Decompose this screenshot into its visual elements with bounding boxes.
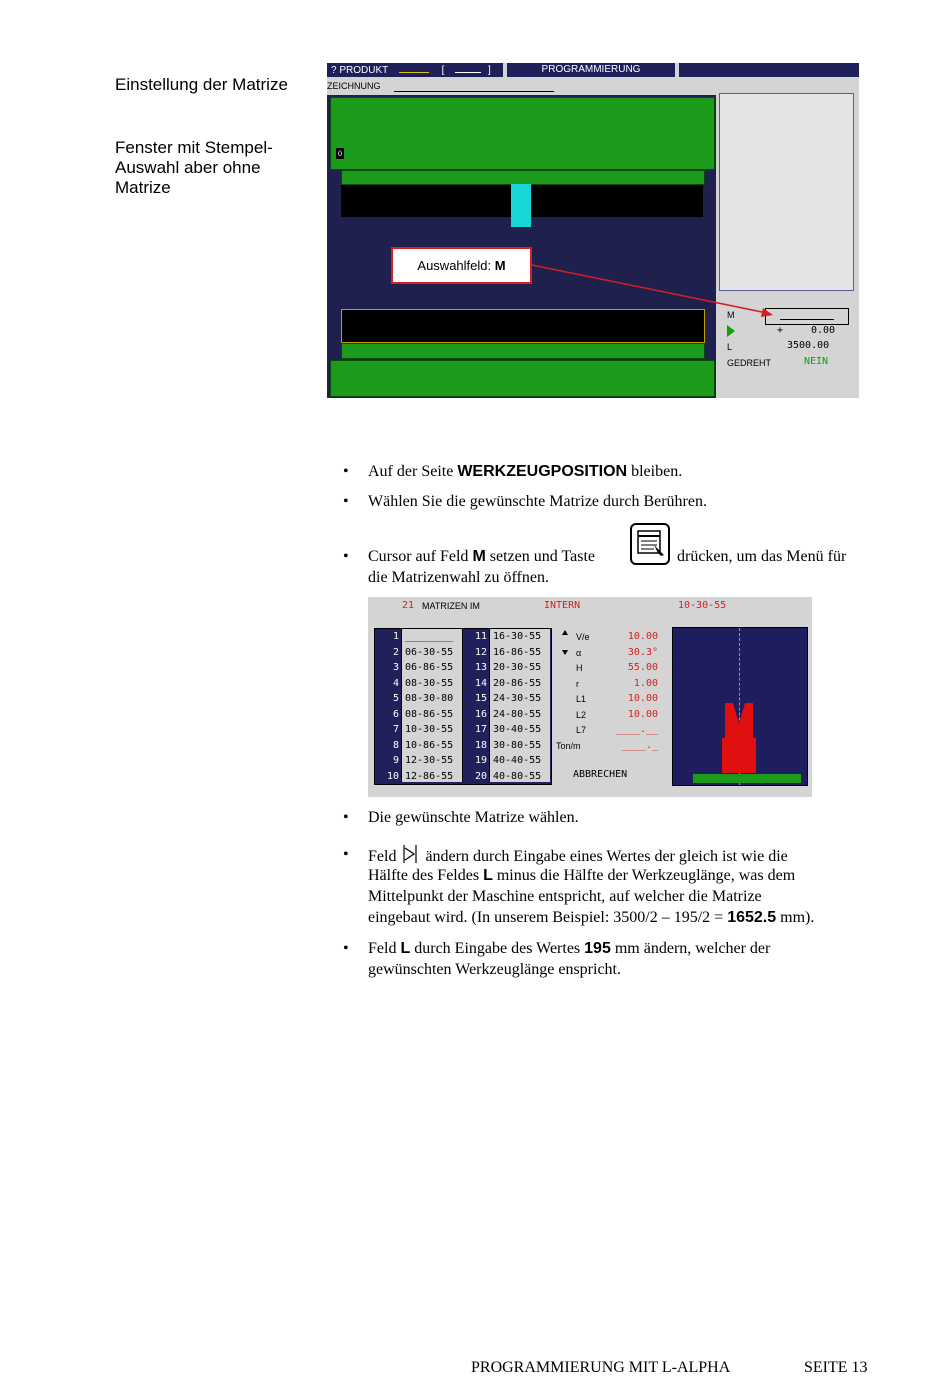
die-index: 12 (474, 646, 487, 658)
die-preview (672, 627, 808, 786)
bullet-select-die: Wählen Sie die gewünschte Matrize durch Berühren. (368, 493, 707, 510)
param-label: r (576, 678, 579, 689)
die-code-item[interactable]: ________ (405, 631, 454, 642)
die-code-item[interactable]: 06-30-55 (405, 646, 454, 658)
field-l-label: L (727, 342, 733, 352)
b1-post: bleiben. (627, 463, 683, 480)
b6-pre: Feld (368, 940, 401, 957)
die-index: 1 (392, 631, 399, 642)
die-index: 20 (474, 770, 487, 782)
die-index: 18 (474, 739, 487, 751)
die-code-item[interactable]: 16-30-55 (493, 631, 542, 642)
callout-arrow (327, 63, 859, 398)
die-index: 2 (392, 646, 399, 658)
die-code-item[interactable]: 16-86-55 (493, 646, 542, 658)
param-value[interactable]: 1.00 (633, 677, 658, 689)
die-code-item[interactable]: 10-30-55 (405, 724, 454, 735)
die-code-item[interactable]: 20-86-55 (493, 677, 542, 689)
bullet-dot: • (343, 809, 349, 826)
param-value[interactable]: ____._ (621, 739, 658, 751)
b1-bold: WERKZEUGPOSITION (457, 463, 628, 480)
die-code-item[interactable]: 10-86-55 (405, 739, 454, 751)
die-code-item[interactable]: 20-30-55 (493, 662, 542, 673)
b5-line3: Mittelpunkt der Maschine entspricht, auf welcher die Matrize (368, 888, 762, 905)
b5-l2-post: minus die Hälfte der Werkzeuglänge, was dem (492, 867, 796, 884)
b5-pre: Feld (368, 848, 397, 865)
field-plus-sign: + (777, 325, 784, 336)
param-label: L7 (576, 725, 587, 735)
die-index: 3 (392, 662, 399, 673)
param-value[interactable]: 10.00 (627, 631, 658, 642)
cancel-button[interactable]: ABBRECHEN (573, 769, 628, 780)
die-count: 21 (402, 600, 415, 611)
b5-l2-pre: Hälfte des Feldes (368, 867, 484, 884)
tool-position-screen (327, 63, 859, 398)
callout-text: Auswahlfeld: (417, 258, 495, 273)
b3-bold: M (472, 548, 486, 565)
die-code-item[interactable]: 40-40-55 (493, 755, 542, 766)
die-code-item[interactable]: 08-30-55 (405, 677, 454, 689)
b3-line2: die Matrizenwahl zu öffnen. (368, 569, 549, 586)
footer-title: PROGRAMMIERUNG MIT L-ALPHA (471, 1359, 731, 1376)
field-l-value[interactable]: 3500.00 (787, 340, 830, 351)
die-code-item[interactable]: 30-80-55 (493, 739, 542, 751)
die-index: 13 (474, 662, 487, 673)
section-description: Fenster mit Stempel-Auswahl aber ohne Matrize (115, 138, 273, 197)
bullet-change-length (368, 938, 878, 959)
bullet-dot: • (343, 463, 349, 480)
scroll-down-icon[interactable] (562, 650, 568, 655)
b6-bold2: 195 (584, 940, 611, 957)
section-title: Einstellung der Matrize (115, 75, 288, 94)
die-code-item[interactable]: 08-30-80 (405, 693, 454, 704)
b5-l4-post: mm). (776, 909, 815, 926)
die-code-item[interactable]: 12-86-55 (405, 770, 454, 782)
b5-l4-bold: 1652.5 (727, 909, 777, 926)
b6-bold: L (400, 940, 411, 957)
bullet-choose-die: Die gewünschte Matrize wählen. (368, 809, 579, 826)
bullet-dot: • (343, 846, 349, 863)
die-index: 14 (474, 677, 487, 689)
b3-pre: Cursor auf Feld (368, 548, 473, 565)
die-index: 5 (392, 693, 399, 704)
param-label: V/e (576, 632, 590, 642)
param-value[interactable]: 55.00 (627, 662, 658, 673)
bullet-dot: • (343, 940, 349, 957)
param-value[interactable]: 10.00 (627, 708, 658, 720)
die-code-item[interactable]: 40-80-55 (493, 770, 542, 782)
header-product-label: ? PRODUKT (331, 65, 389, 76)
die-index: 16 (474, 708, 487, 720)
die-index: 17 (474, 724, 487, 735)
die-code-item[interactable]: 30-40-55 (493, 724, 542, 735)
die-selection-menu (368, 597, 812, 797)
callout-field: M (494, 258, 506, 273)
header-bracket-open: [ (441, 65, 445, 76)
param-label: L1 (576, 694, 587, 704)
b6-mid: durch Eingabe des Wertes (410, 940, 585, 957)
bullet-dot: • (343, 548, 349, 565)
b1-pre: Auf der Seite (368, 463, 458, 480)
b6-line2: gewünschten Werkzeuglänge enspricht. (368, 961, 621, 978)
die-index: 19 (474, 755, 487, 766)
zero-marker: 0 (338, 149, 342, 158)
die-index: 9 (392, 755, 399, 766)
die-index: 10 (386, 770, 399, 782)
param-label: α (576, 647, 582, 658)
field-plus-value[interactable]: 0.00 (811, 325, 836, 336)
param-value[interactable]: ____.__ (615, 724, 658, 735)
die-code-item[interactable]: 08-86-55 (405, 708, 454, 720)
b5-line2 (368, 865, 878, 886)
die-code-item[interactable]: 06-86-55 (405, 662, 454, 673)
header-programming[interactable]: PROGRAMMIERUNG (507, 63, 675, 77)
b6-post: mm ändern, welcher der (610, 940, 771, 957)
footer-page: SEITE 13 (804, 1359, 868, 1376)
b5-l4-pre: eingebaut wird. (In unserem Beispiel: 3500/2 – 195/2 = (368, 909, 728, 926)
die-code-item[interactable]: 12-30-55 (405, 755, 454, 766)
rotated-value[interactable]: NEIN (804, 356, 829, 367)
die-code-item[interactable]: 24-80-55 (493, 708, 542, 720)
position-field-icon (402, 844, 420, 864)
menu-key-icon[interactable] (630, 523, 670, 565)
bullet-change-position (368, 844, 878, 867)
b5-l2-bold: L (483, 867, 493, 884)
die-index: 4 (392, 677, 399, 689)
bullet-dot: • (343, 493, 349, 510)
selected-die-code: 10-30-55 (678, 600, 727, 611)
die-index: 15 (474, 693, 487, 704)
param-label: L2 (576, 709, 587, 720)
bullet-stay-on-page (368, 461, 878, 482)
menu-source: INTERN (544, 600, 581, 611)
param-value[interactable]: 30.3° (627, 646, 658, 658)
die-index: 8 (392, 739, 399, 751)
die-index: 7 (392, 724, 399, 735)
header-bracket-close: ] (487, 65, 491, 76)
param-label: H (576, 663, 583, 673)
b3-post: drücken, um das Menü für (677, 548, 847, 565)
die-index: 11 (474, 631, 487, 642)
field-m-label: M (727, 310, 735, 320)
param-value[interactable]: 10.00 (627, 693, 658, 704)
die-index: 6 (392, 708, 399, 720)
menu-title: MATRIZEN IM (422, 601, 480, 611)
die-code-item[interactable]: 24-30-55 (493, 693, 542, 704)
drawing-label: ZEICHNUNG (327, 81, 381, 91)
scroll-up-icon[interactable] (562, 630, 568, 635)
b5-post: ändern durch Eingabe eines Wertes der gleich ist wie die (421, 848, 788, 865)
rotated-label: GEDREHT (727, 358, 772, 368)
param-label: Ton/m (556, 740, 581, 751)
b5-line4 (368, 907, 878, 928)
b3-mid: setzen und Taste (485, 548, 595, 565)
